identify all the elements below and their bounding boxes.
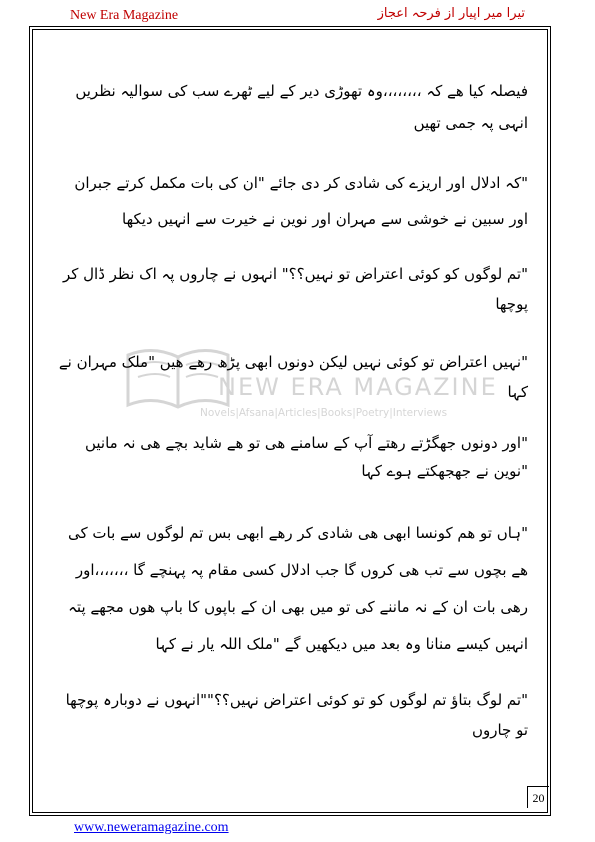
watermark-title: NEW ERA MAGAZINE <box>218 373 498 401</box>
watermark-subtitle: Novels|Afsana|Articles|Books|Poetry|Interviews <box>200 407 448 419</box>
paragraph-3: "تم لوگوں کو کوئی اعتراض تو نہیں؟؟" انہوں نے چاروں پہ اک نظر ڈال کر پوچھا <box>62 265 528 313</box>
paragraph-5: "اور دونوں جھگڑتے رھتے آپ کے سامنے ھی تو ھے شاید بچے ھی نہ مانیں "نوین نے جھجھکتے ہوے کہا <box>84 434 528 480</box>
page-number: 20 <box>527 786 549 808</box>
website-link[interactable]: www.neweramagazine.com <box>74 820 229 835</box>
page-header <box>70 6 525 26</box>
paragraph-7: "تم لوگ بتاؤ تم لوگوں کو تو کوئی اعتراض نہیں؟؟""انہوں نے دوبارہ پوچھا تو چاروں <box>65 691 528 739</box>
paragraph-1: فیصلہ کیا ھے کہ ،،،،،،،،وہ تھوڑی دیر کے لیے ٹھرے سب کی سوالیہ نظریں انہی پہ جمی تھیں <box>75 82 528 132</box>
paragraph-4: "نہیں اعتراض تو کوئی نہیں لیکن دونوں ابھی پڑھ رھے ھیں "ملک مہران نے کہا <box>58 353 528 401</box>
magazine-name: New Era Magazine <box>70 8 179 23</box>
story-title: تیرا میر اپیار از فرحہ اعجاز <box>377 6 525 21</box>
story-body <box>58 75 528 745</box>
paragraph-2: "کہ ادلال اور اریزے کی شادی کر دی جائے "ان کی بات مکمل کرتے جبران اور سبین نے خوشی سے مہران اور نوین نے خیرت سے انہیں دیکھا <box>74 174 528 228</box>
paragraph-6: "ہاں تو ھم کونسا ابھی ھی شادی کر رھے ابھی بس تم لوگوں سے بات کی ھے بچوں سے تب ھی کروں گا جب ادلال کسی مقام پہ پہنچے گا ،،،،،،،اور رھی بات ان کے نہ ماننے کی تو میں بھی ان کے باپوں کا باپ ھوں مجھے پتہ انہیں کیسے منانا وہ بعد میں دیکھیں گے "ملک اللہ یار نے کہا <box>67 524 528 653</box>
